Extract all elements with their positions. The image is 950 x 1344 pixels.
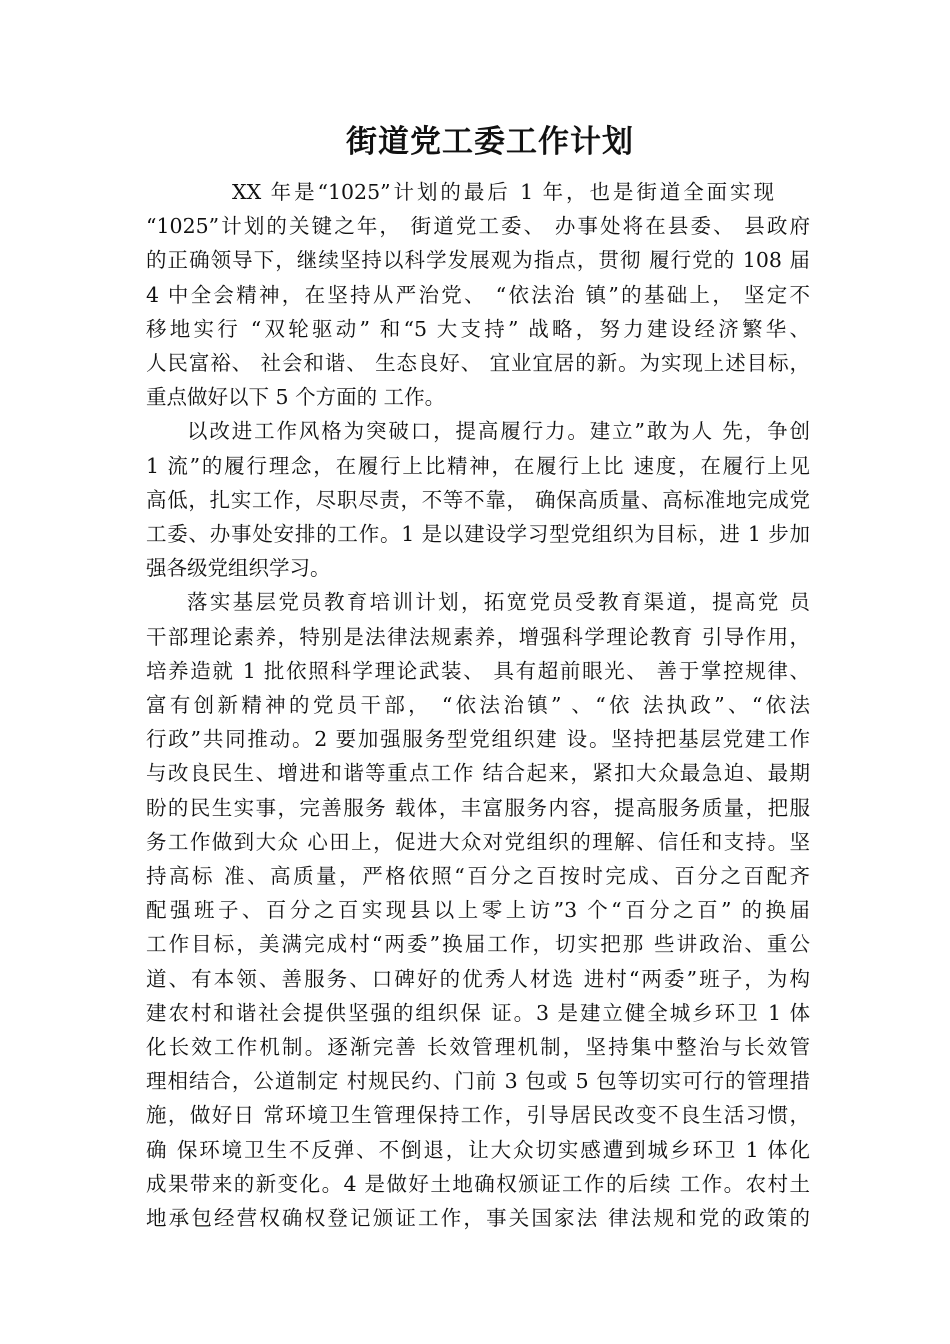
body-line: 高低，扎实工作，尽职尽责，不等不靠， 确保高质量、高标准地完成党 [146, 487, 810, 512]
body-line: 4 中全会精神，在坚持从严治党、 “依法治 镇”的基础上， 坚定不 [146, 282, 810, 307]
body-line: XX 年是“1025”计划的最后 1 年，也是街道全面实现 [232, 180, 774, 204]
body-line: 成果带来的新变化。4 是做好土地确权颁证工作的后续 工作。农村土 [146, 1171, 810, 1196]
body-line: 的正确领导下，继续坚持以科学发展观为指点，贯彻 履行党的 108 届 [146, 248, 810, 273]
body-line: 落实基层党员教育培训计划，拓宽党员受教育渠道，提高党 员 [187, 590, 810, 615]
document-title: 街道党工委工作计划 [346, 124, 634, 160]
body-line: 培养造就 1 批依照科学理论武装、 具有超前眼光、 善于掌控规律、 [146, 658, 810, 683]
body-line: 富有创新精神的党员干部， “依法治镇” 、“依 法执政”、“依法 [146, 693, 810, 717]
body-line: 强各级党组织学习。 [146, 556, 331, 581]
body-line: 建农村和谐社会提供坚强的组织保 证。3 是建立健全城乡环卫 1 体 [146, 1000, 810, 1025]
body-line: 盼的民生实事，完善服务 载体，丰富服务内容，提高服务质量，把服 [146, 795, 810, 820]
body-line: 化长效工作机制。逐渐完善 长效管理机制，坚持集中整治与长效管 [146, 1035, 810, 1059]
body-line: 工作目标，美满完成村“两委”换届工作，切实把那 些讲政治、重公 [146, 932, 810, 957]
body-line: 务工作做到大众 心田上，促进大众对党组织的理解、信任和支持。坚 [146, 829, 810, 854]
body-line: 道、有本领、善服务、口碑好的优秀人材选 进村“两委”班子，为构 [146, 966, 810, 991]
body-line: 移地实行 “双轮驱动” 和“5 大支持” 战略，努力建设经济繁华、 [146, 316, 810, 341]
body-line: 施，做好日 常环境卫生管理保持工作，引导居民改变不良生活习惯， [146, 1103, 810, 1128]
body-line: 1 流”的履行理念，在履行上比精神，在履行上比 速度，在履行上见 [146, 453, 810, 478]
body-line: 工委、办事处安排的工作。1 是以建设学习型党组织为目标，进 1 步加 [146, 522, 810, 546]
body-line: 确 保环境卫生不反弹、不倒退，让大众切实感遭到城乡环卫 1 体化 [146, 1137, 810, 1162]
body-line: 重点做好以下 5 个方面的 工作。 [146, 385, 446, 410]
body-line: “1025”计划的关键之年， 街道党工委、 办事处将在县委、 县政府 [146, 214, 810, 239]
body-line: 干部理论素养，特别是法律法规素养，增强科学理论教育 引导作用， [146, 624, 810, 649]
body-line: 理相结合，公道制定 村规民约、门前 3 包或 5 包等切实可行的管理措 [146, 1069, 810, 1094]
body-line: 地承包经营权确权登记颁证工作，事关国家法 律法规和党的政策的 [146, 1206, 810, 1230]
body-line: 行政”共同推动。2 要加强服务型党组织建 设。坚持把基层党建工作 [146, 727, 810, 752]
body-line: 人民富裕、 社会和谐、 生态良好、 宜业宜居的新。为实现上述目标， [146, 351, 810, 375]
body-line: 与改良民生、增进和谐等重点工作 结合起来，紧扣大众最急迫、最期 [146, 761, 810, 786]
body-line: 持高标 准、高质量，严格依照“百分之百按时完成、百分之百配齐 [146, 864, 810, 888]
body-line: 配强班子、百分之百实现县以上零上访”3 个“百分之百” 的换届 [146, 898, 810, 923]
body-line: 以改进工作风格为突破口，提高履行力。建立”敢为人 先，争创 [187, 419, 810, 444]
